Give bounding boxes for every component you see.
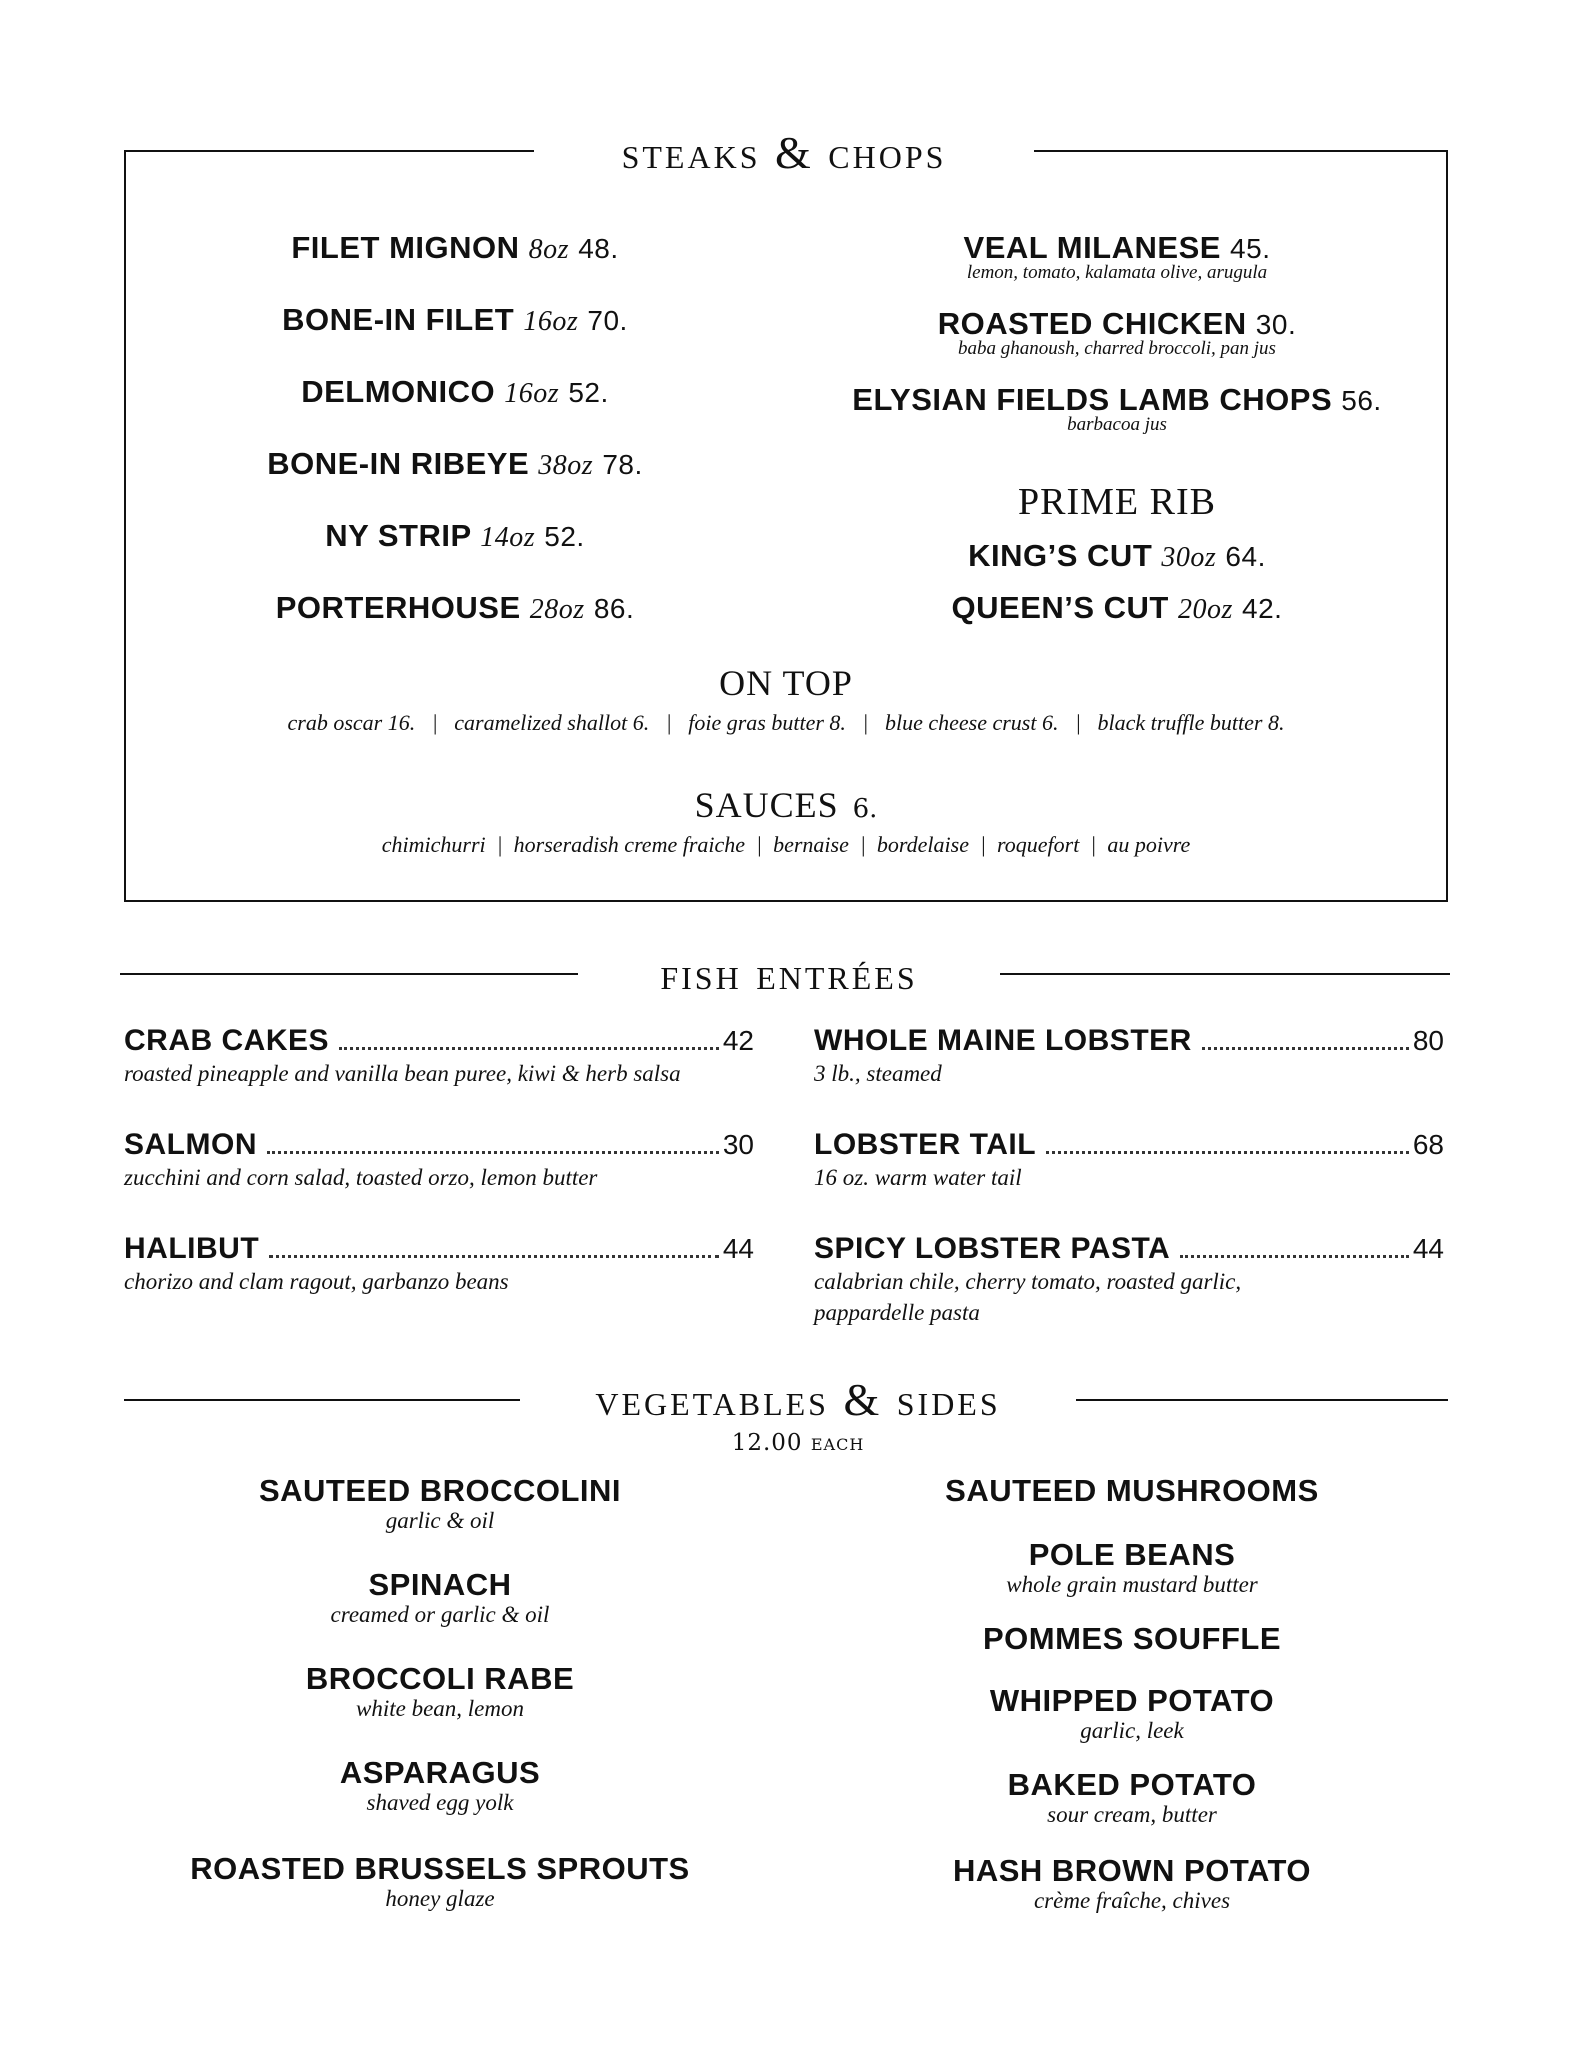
item-description: calabrian chile, cherry tomato, roasted garlic, [814,1269,1242,1294]
side-item [80,1568,800,1628]
item-price: 30. [1255,309,1297,340]
dot-leader [1202,1047,1409,1050]
side-description: garlic & oil [385,1508,495,1533]
item-price: 45. [1230,233,1271,264]
steaks-section-title: steaks & chops [621,127,947,178]
side-description: sour cream, butter [1047,1802,1217,1827]
item-name: NY STRIP [325,518,472,553]
on-top-heading: ON TOP [719,663,853,703]
side-description: whole grain mustard butter [1006,1572,1258,1597]
side-item [772,1684,1492,1744]
side-description: shaved egg yolk [366,1790,514,1815]
item-price: 42 [722,1025,754,1056]
side-item [80,1474,800,1534]
menu-item [786,230,1448,284]
dot-leader [1180,1255,1409,1258]
menu-item [814,1024,1444,1089]
side-name: SAUTEED BROCCOLINI [258,1473,622,1508]
menu-item [814,1232,1444,1328]
item-name: LOBSTER TAIL [814,1128,1037,1161]
sides-subtitle: 12.00 each [731,1430,865,1456]
divider-line [124,1399,520,1401]
side-name: ROASTED BRUSSELS SPROUTS [190,1851,690,1886]
item-size: 20oz [1178,594,1233,625]
item-price: 52. [568,377,609,408]
menu-item [124,230,786,266]
menu-item [786,538,1448,574]
side-item [772,1474,1492,1508]
item-name: WHOLE MAINE LOBSTER [814,1024,1192,1057]
item-size: 16oz [504,378,560,409]
item-price: 64. [1225,541,1266,572]
divider-line [1076,1399,1448,1401]
divider-line [120,973,578,975]
side-name: SAUTEED MUSHROOMS [945,1473,1319,1508]
item-name: CRAB CAKES [124,1024,330,1057]
item-price: 86. [593,593,635,624]
item-size: 8oz [528,234,570,265]
sauces-items: chimichurri | horseradish creme fraiche | bernaise | bordelaise | roquefort | au poivre [381,832,1191,857]
side-description: creamed or garlic & oil [330,1602,550,1627]
item-description: baba ghanoush, charred broccoli, pan jus [958,338,1276,359]
item-price: 48. [578,233,619,264]
item-size: 38oz [538,450,594,481]
side-item [772,1854,1492,1914]
side-description: garlic, leek [1080,1718,1184,1743]
sauces-price: 6. [852,794,878,824]
item-size: 28oz [529,594,585,625]
menu-item [786,382,1448,436]
item-name: SPICY LOBSTER PASTA [814,1232,1171,1265]
item-price: 44 [1412,1233,1444,1264]
item-name: KING’S CUT [968,538,1153,573]
item-price: 70. [587,305,628,336]
menu-item [786,306,1448,360]
item-price: 52. [544,521,585,552]
sauces-heading [124,784,1448,826]
item-price: 68 [1412,1129,1444,1160]
side-name: BAKED POTATO [1007,1767,1257,1802]
dot-leader [1046,1151,1409,1154]
dot-leader [269,1255,719,1258]
item-price: 44 [722,1233,754,1264]
side-name: WHIPPED POTATO [989,1683,1275,1718]
side-name: SPINACH [368,1567,512,1602]
item-description: lemon, tomato, kalamata olive, arugula [966,262,1268,283]
steaks-section-header [534,118,1034,188]
item-description: zucchini and corn salad, toasted orzo, lemon butter [124,1165,598,1190]
item-name: SALMON [124,1128,257,1161]
item-description: barbacoa jus [1067,414,1167,435]
side-item [80,1662,800,1722]
dot-leader [267,1151,719,1154]
dot-leader [339,1047,719,1050]
side-item [772,1622,1492,1656]
side-name: BROCCOLI RABE [305,1661,575,1696]
prime-rib-heading: PRIME RIB [1018,481,1216,523]
menu-item [786,590,1448,626]
menu-item [124,446,786,482]
side-item [772,1538,1492,1598]
item-size: 16oz [523,306,579,337]
menu-item [814,1128,1444,1193]
fish-section-title: fish entrées [660,948,918,999]
side-item [80,1852,800,1912]
menu-item [124,518,786,554]
side-name: HASH BROWN POTATO [952,1853,1312,1888]
item-name: DELMONICO [301,374,496,409]
item-name: BONE-IN RIBEYE [267,446,530,481]
item-price: 42. [1242,593,1283,624]
side-description: white bean, lemon [356,1696,524,1721]
item-size: 14oz [480,522,536,553]
side-name: ASPARAGUS [339,1755,541,1790]
menu-item [124,590,786,626]
sauces-title: SAUCES [694,785,839,825]
item-size: 30oz [1161,542,1217,573]
item-name: BONE-IN FILET [282,302,515,337]
item-description: 3 lb., steamed [814,1061,942,1086]
item-name: ELYSIAN FIELDS LAMB CHOPS [852,382,1333,417]
menu-item [124,374,786,410]
item-name: HALIBUT [124,1232,260,1265]
item-description-cont: pappardelle pasta [814,1300,980,1325]
item-price: 30 [722,1129,754,1160]
side-description: crème fraîche, chives [1033,1888,1231,1913]
side-description: honey glaze [385,1886,495,1911]
side-name: POMMES SOUFFLE [982,1621,1282,1656]
side-item [772,1768,1492,1828]
side-item [80,1756,800,1816]
item-description: 16 oz. warm water tail [814,1165,1022,1190]
item-name: PORTERHOUSE [275,590,521,625]
item-name: ROASTED CHICKEN [937,306,1247,341]
item-name: FILET MIGNON [291,230,520,265]
item-name: QUEEN’S CUT [951,590,1169,625]
divider-line [1000,973,1450,975]
on-top-items: crab oscar 16. | caramelized shallot 6. | foie gras butter 8. | blue cheese crust 6. | black truffle butter 8. [287,710,1285,735]
menu-item [124,1232,754,1297]
item-description: chorizo and clam ragout, garbanzo beans [124,1269,509,1294]
menu-item [124,1024,754,1089]
menu-item [124,1128,754,1193]
item-price: 80 [1412,1025,1444,1056]
item-price: 56. [1341,385,1382,416]
item-description: roasted pineapple and vanilla bean puree, kiwi & herb salsa [124,1061,681,1086]
sides-section-title: vegetables & sides [595,1374,1001,1425]
item-name: VEAL MILANESE [963,230,1221,265]
side-name: POLE BEANS [1028,1537,1236,1572]
item-price: 78. [602,449,643,480]
menu-item [124,302,786,338]
